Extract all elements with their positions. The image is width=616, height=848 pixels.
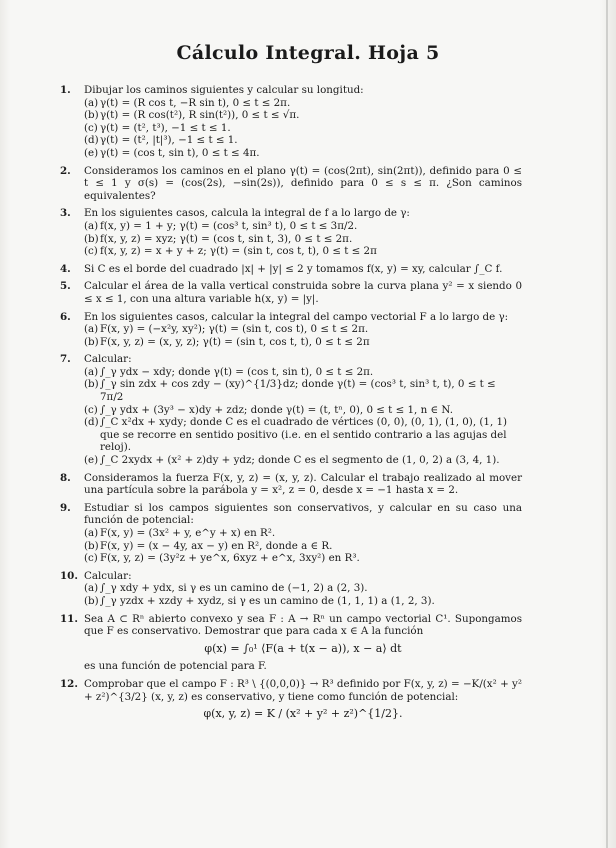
subitem: [84, 552, 522, 565]
problem-number: 7.: [60, 353, 71, 366]
subitem-label: (c): [84, 403, 98, 416]
problem-4: [60, 263, 522, 276]
subitem-label: (a): [84, 323, 99, 336]
subitem-label: (a): [84, 582, 99, 595]
subitem-text: γ(t) = (R cos(t²), R sin(t²)), 0 ≤ t ≤ √π.: [100, 109, 300, 122]
subitem-text: F(x, y) = (3x² + y, e^y + x) en R².: [100, 527, 276, 539]
problem-7: [60, 353, 522, 466]
problem-number: 12.: [60, 677, 78, 690]
subitem: [84, 416, 522, 454]
subitem: [84, 147, 522, 160]
problem-statement: Estudiar si los campos siguientes son conservativos, y calcular en su caso una función de potencial:: [84, 501, 522, 527]
subitem-label: (d): [84, 134, 99, 147]
subitem-label: (b): [84, 539, 99, 552]
subitem-text: ∫_γ xdy + ydx, si γ es un camino de (−1, 2) a (2, 3).: [100, 582, 368, 595]
subitem: [84, 336, 522, 349]
problem-number: 1.: [60, 84, 71, 96]
subitem-label: (b): [84, 232, 99, 245]
subitem-label: (c): [84, 245, 98, 258]
problem-3: [60, 207, 522, 257]
subitem-text: ∫_γ ydx − xdy; donde γ(t) = (cos t, sin t), 0 ≤ t ≤ 2π.: [100, 365, 374, 378]
subitem-label: (b): [84, 109, 99, 122]
subitem-text: ∫_γ sin zdx + cos zdy − (xy)^{1/3}dz; donde γ(t) = (cos³ t, sin³ t, t), 0 ≤ t ≤ 7π/2: [100, 378, 496, 404]
subitem-text: F(x, y) = (−x²y, xy²); γ(t) = (sin t, cos t), 0 ≤ t ≤ 2π.: [100, 323, 369, 336]
subitem-text: ∫_γ yzdx + xzdy + xydz, si γ es un camino de (1, 1, 1) a (1, 2, 3).: [100, 594, 435, 607]
subitem-label: (c): [84, 552, 98, 565]
problem-11: [60, 613, 522, 673]
subitem: [84, 97, 522, 110]
subitem-text: γ(t) = (R cos t, −R sin t), 0 ≤ t ≤ 2π.: [100, 96, 291, 109]
problem-statement: Dibujar los caminos siguientes y calcular su longitud:: [84, 84, 364, 96]
subitem-label: (b): [84, 378, 99, 391]
problem-number: 3.: [60, 207, 71, 220]
subitem: [84, 134, 522, 147]
subitem-text: f(x, y, z) = xyz; γ(t) = (cos t, sin t, 3), 0 ≤ t ≤ 2π.: [100, 232, 353, 245]
problem-number: 4.: [60, 262, 71, 275]
problem-12: [60, 678, 522, 721]
problem-statement: En los siguientes casos, calcula la integral de f a lo largo de γ:: [84, 207, 410, 220]
subitem: [84, 122, 522, 135]
page-title: Cálculo Integral. Hoja 5: [176, 42, 440, 64]
subitem: [84, 540, 522, 553]
problem-statement: Calcular:: [84, 569, 132, 582]
problem-statement: Calcular el área de la valla vertical construida sobre la curva plana y² = x siendo 0 ≤ x ≤ 1, con una altura variable h(x, y) = |y|.: [84, 280, 522, 305]
problem-number: 9.: [60, 501, 71, 514]
display-formula: φ(x, y, z) = K / (x² + y² + z²)^{1/2}.: [203, 707, 403, 721]
problem-number: 8.: [60, 471, 71, 484]
problem-6: [60, 311, 522, 349]
problem-2: [60, 165, 522, 203]
problem-1: [60, 84, 522, 160]
scan-edge: [606, 0, 608, 848]
subitem: [84, 404, 522, 417]
problem-statement: En los siguientes casos, calcular la integral del campo vectorial F a lo largo de γ:: [84, 310, 509, 323]
problem-statement: Si C es el borde del cuadrado |x| + |y| ≤ 2 y tomamos f(x, y) = xy, calcular ∫_C f.: [84, 262, 503, 275]
subitem-label: (a): [84, 527, 99, 539]
problem-number: 6.: [60, 310, 71, 323]
subitem: [84, 378, 522, 403]
problem-statement: Calcular:: [84, 353, 132, 366]
subitem-label: (e): [84, 454, 99, 467]
subitem-text: ∫_γ ydx + (3y³ − x)dy + zdz; donde γ(t) = (t, tⁿ, 0), 0 ≤ t ≤ 1, n ∈ N.: [100, 403, 454, 416]
subitem-text: ∫_C 2xydx + (x² + z)dy + ydz; donde C es el segmento de (1, 0, 2) a (3, 4, 1).: [100, 454, 500, 467]
subitem: [84, 245, 522, 258]
subitem: [84, 323, 522, 336]
problem-5: [60, 280, 522, 305]
problem-list: [60, 84, 522, 726]
subitem-text: γ(t) = (cos t, sin t), 0 ≤ t ≤ 4π.: [100, 146, 260, 159]
subitem: [84, 454, 522, 467]
problem-number: 10.: [60, 569, 78, 582]
problem-statement: Comprobar que el campo F : R³ \ {(0,0,0)} → R³ definido por F(x, y, z) = −K/(x² + y² + z²)^{3/2} (x, y, z) es conservativo, y tiene como función de potencial:: [84, 677, 522, 703]
subitem-text: f(x, y) = 1 + y; γ(t) = (cos³ t, sin³ t), 0 ≤ t ≤ 3π/2.: [100, 219, 358, 232]
problem-8: [60, 472, 522, 497]
subitem-text: f(x, y, z) = x + y + z; γ(t) = (sin t, cos t, t), 0 ≤ t ≤ 2π: [100, 245, 377, 258]
subitem-label: (b): [84, 594, 99, 607]
problem-statement: Consideramos los caminos en el plano γ(t) = (cos(2πt), sin(2πt)), definido para 0 ≤ t ≤ 1 y σ(s) = (cos(2s), −sin(2s)), definido para 0 ≤ s ≤ π. ¿Son caminos equivalentes?: [84, 164, 522, 202]
subitem-label: (e): [84, 146, 99, 159]
subitem: [84, 220, 522, 233]
subitem-label: (d): [84, 416, 99, 429]
subitem: [84, 233, 522, 246]
subitem-label: (c): [84, 121, 98, 134]
problem-statement-continued: es una función de potencial para F.: [84, 660, 267, 673]
problem-statement: Sea A ⊂ Rⁿ abierto convexo y sea F : A → Rⁿ un campo vectorial C¹. Supongamos que F es conservativo. Demostrar que para cada x ∈ A la función: [84, 612, 522, 638]
problem-9: [60, 502, 522, 565]
problem-number: 2.: [60, 164, 71, 177]
subitem-text: F(x, y, z) = (x, y, z); γ(t) = (sin t, cos t, t), 0 ≤ t ≤ 2π: [100, 335, 370, 348]
subitem-text: γ(t) = (t², |t|³), −1 ≤ t ≤ 1.: [100, 134, 238, 147]
subitem-label: (b): [84, 335, 99, 348]
problem-number: 11.: [60, 612, 78, 625]
subitem: [84, 366, 522, 379]
problem-10: [60, 570, 522, 608]
subitem: [84, 595, 522, 608]
subitem: [84, 527, 522, 540]
subitem: [84, 582, 522, 595]
display-formula: φ(x) = ∫₀¹ ⟨F(a + t(x − a)), x − a⟩ dt: [204, 641, 402, 655]
problem-statement: Consideramos la fuerza F(x, y, z) = (x, y, z). Calcular el trabajo realizado al mover una partícula sobre la parábola y = x², z = 0, desde x = −1 hasta x = 2.: [84, 471, 522, 497]
subitem-text: ∫_C x²dx + xydy; donde C es el cuadrado de vértices (0, 0), (0, 1), (1, 0), (1, 1) que se recorre en sentido positivo (i.e. en el sentido contrario a las agujas del reloj).: [100, 416, 508, 454]
subitem-label: (a): [84, 365, 99, 378]
subitem: [84, 109, 522, 122]
problem-number: 5.: [60, 280, 71, 293]
subitem-text: F(x, y) = (x − 4y, ax − y) en R², donde a ∈ R.: [100, 539, 333, 552]
subitem-label: (a): [84, 96, 99, 109]
subitem-text: F(x, y, z) = (3y²z + ye^x, 6xyz + e^x, 3xy²) en R³.: [100, 552, 360, 565]
subitem-text: γ(t) = (t², t³), −1 ≤ t ≤ 1.: [100, 121, 231, 134]
subitem-label: (a): [84, 219, 99, 232]
